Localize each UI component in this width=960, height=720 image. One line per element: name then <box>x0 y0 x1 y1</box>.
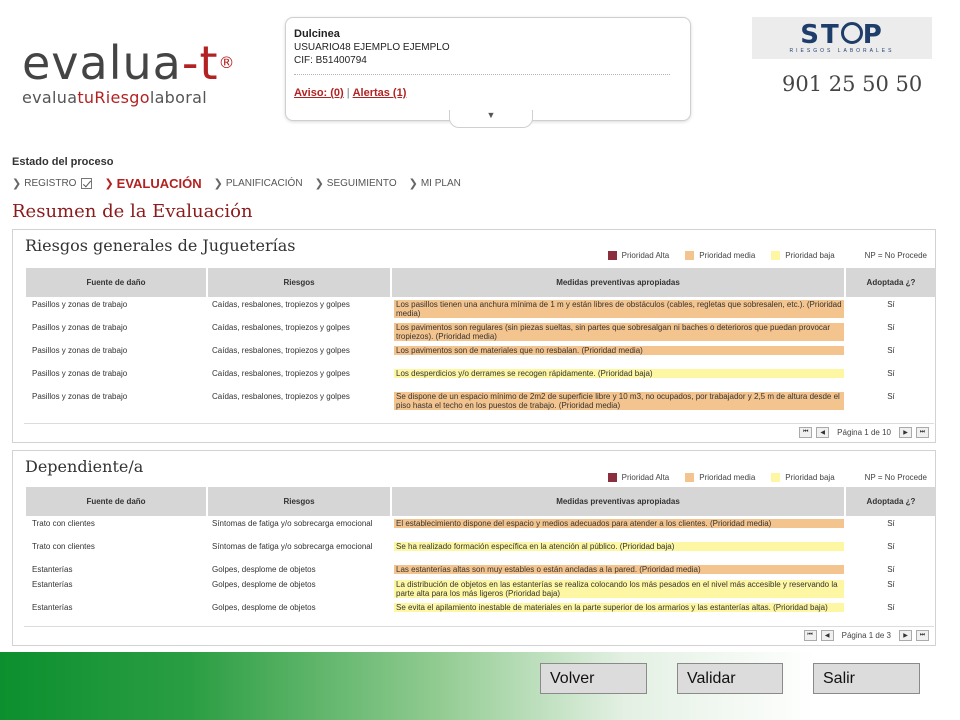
divider <box>294 74 670 75</box>
user-company: Dulcinea <box>294 28 340 40</box>
legend-alta: Prioridad Alta <box>621 251 670 260</box>
col-riesgos: Riesgos <box>208 268 390 297</box>
cell-adoptada[interactable]: Sí <box>887 369 895 378</box>
process-steps <box>12 176 952 191</box>
legend-alta: Prioridad Alta <box>621 473 670 482</box>
col-adoptada: Adoptada ¿? <box>846 487 936 516</box>
step-label: EVALUACIÓN <box>116 176 202 191</box>
cell-fuente: Pasillos y zonas de trabajo <box>32 300 128 309</box>
validar-button[interactable]: Validar <box>677 663 783 694</box>
col-medidas: Medidas preventivas apropiadas <box>392 487 844 516</box>
legend-media: Prioridad media <box>699 251 756 260</box>
step-registro[interactable] <box>12 177 92 190</box>
legend-swatch-baja <box>771 473 780 482</box>
logo-t: t <box>199 36 219 90</box>
stop-riesgos-logo <box>752 17 932 59</box>
app-window <box>6 0 960 652</box>
legend-baja: Prioridad baja <box>785 251 835 260</box>
cell-fuente: Pasillos y zonas de trabajo <box>32 323 128 332</box>
partner-logo-sub: RIESGOS LABORALES <box>789 47 895 54</box>
cell-medida: El establecimiento dispone del espacio y medios adecuados para atender a los clientes. (Prioridad media) <box>394 519 844 528</box>
header <box>6 0 960 150</box>
next-page-icon[interactable]: ▶ <box>899 630 912 641</box>
cell-medida: Las estanterías altas son muy estables o están ancladas a la pared. (Prioridad media) <box>394 565 844 574</box>
cell-adoptada[interactable]: Sí <box>887 565 895 574</box>
first-page-icon[interactable]: ⏮ <box>799 427 812 438</box>
cell-fuente: Pasillos y zonas de trabajo <box>32 369 128 378</box>
step-label: SEGUIMIENTO <box>326 178 397 189</box>
cell-adoptada[interactable]: Sí <box>887 323 895 332</box>
logo-sub-1: evalua <box>22 88 78 107</box>
cell-medida: Los pavimentos son regulares (sin piezas sueltas, sin partes que sobresalgan ni baches o deterioros que puedan provocar tropiezos). (Prioridad media) <box>394 323 844 341</box>
cell-medida: Se ha realizado formación específica en la atención al público. (Prioridad baja) <box>394 542 844 551</box>
cell-fuente: Estanterías <box>32 580 73 589</box>
chevron-down-icon: ▼ <box>486 110 496 120</box>
last-page-icon[interactable]: ⏭ <box>916 427 929 438</box>
cell-medida: Se evita el apilamiento inestable de materiales en la parte superior de los armarios y las estanterías altas. (Prioridad baja) <box>394 603 844 612</box>
user-info-box <box>285 17 691 121</box>
table-header-row <box>26 268 936 297</box>
legend-baja: Prioridad baja <box>785 473 835 482</box>
col-adoptada: Adoptada ¿? <box>846 268 936 297</box>
step-label: MI PLAN <box>420 178 461 189</box>
pager-text: Página 1 de 3 <box>841 631 891 640</box>
chevron-right-icon: ❯ <box>408 178 418 190</box>
cell-riesgo: Caídas, resbalones, tropiezos y golpes <box>212 300 350 309</box>
pager <box>802 630 931 641</box>
table-header-row <box>26 487 936 516</box>
aviso-link[interactable]: Aviso: (0) <box>294 87 344 99</box>
step-planificacion[interactable] <box>214 177 303 190</box>
cell-fuente: Trato con clientes <box>32 542 95 551</box>
step-mi-plan[interactable] <box>409 177 461 190</box>
partner-logo-text-1: ST <box>800 19 841 50</box>
process-status <box>12 156 952 191</box>
step-seguimiento[interactable] <box>315 177 397 190</box>
pager-text: Página 1 de 10 <box>837 428 891 437</box>
cell-riesgo: Síntomas de fatiga y/o sobrecarga emocional <box>212 542 373 551</box>
checkbox-checked-icon <box>81 178 92 189</box>
cell-adoptada[interactable]: Sí <box>887 580 895 589</box>
phone-number: 901 25 50 50 <box>782 72 923 96</box>
table-row <box>26 297 936 320</box>
cell-riesgo: Golpes, desplome de objetos <box>212 603 316 612</box>
legend-swatch-baja <box>771 251 780 260</box>
prev-page-icon[interactable]: ◀ <box>821 630 834 641</box>
table-row <box>26 539 936 562</box>
userbox-toggle[interactable] <box>449 110 533 128</box>
table-footer-divider <box>24 626 934 627</box>
cell-adoptada[interactable]: Sí <box>887 300 895 309</box>
logo-sub-2: tuRiesgo <box>77 88 150 107</box>
cell-riesgo: Caídas, resbalones, tropiezos y golpes <box>212 369 350 378</box>
logo-main-text: evalua <box>22 36 182 90</box>
process-title: Estado del proceso <box>12 156 114 168</box>
cell-medida: Se dispone de un espacio mínimo de 2m2 de superficie libre y 10 m3, no ocupados, por trabajador y 2,5 m de altura desde el piso hasta el techo en los puestos de trabajo. (Prioridad media) <box>394 392 844 410</box>
legend-np: NP = No Procede <box>864 473 927 482</box>
cell-fuente: Pasillos y zonas de trabajo <box>32 346 128 355</box>
legend-np: NP = No Procede <box>864 251 927 260</box>
pager <box>797 427 931 438</box>
table-row <box>26 516 936 539</box>
table-row <box>26 389 936 421</box>
cell-adoptada[interactable]: Sí <box>887 603 895 612</box>
table-row <box>26 600 936 623</box>
cell-riesgo: Caídas, resbalones, tropiezos y golpes <box>212 346 350 355</box>
last-page-icon[interactable]: ⏭ <box>916 630 929 641</box>
cell-riesgo: Golpes, desplome de objetos <box>212 580 316 589</box>
legend-swatch-alta <box>608 251 617 260</box>
cell-riesgo: Síntomas de fatiga y/o sobrecarga emocional <box>212 519 373 528</box>
table-footer-divider <box>24 423 934 424</box>
cell-riesgo: Caídas, resbalones, tropiezos y golpes <box>212 392 350 401</box>
bottom-action-bar <box>0 652 960 720</box>
chevron-right-icon: ❯ <box>314 178 324 190</box>
col-fuente: Fuente de daño <box>26 268 206 297</box>
cell-riesgo: Golpes, desplome de objetos <box>212 565 316 574</box>
stop-o-icon <box>841 22 863 44</box>
cell-fuente: Estanterías <box>32 565 73 574</box>
cell-fuente: Trato con clientes <box>32 519 95 528</box>
priority-legend <box>608 251 927 260</box>
chevron-right-icon: ❯ <box>213 178 223 190</box>
cell-fuente: Pasillos y zonas de trabajo <box>32 392 128 401</box>
step-evaluacion[interactable] <box>104 176 201 191</box>
evalua-t-logo[interactable]: evalua-t® evaluatuRiesgolaboral <box>22 36 236 107</box>
legend-swatch-media <box>685 251 694 260</box>
salir-button[interactable]: Salir <box>813 663 920 694</box>
logo-sub-3: laboral <box>149 88 207 107</box>
partner-logo-text-2: P <box>862 19 884 50</box>
next-page-icon[interactable]: ▶ <box>899 427 912 438</box>
col-fuente: Fuente de daño <box>26 487 206 516</box>
risk-table <box>24 268 938 421</box>
table-row <box>26 343 936 366</box>
table-row <box>26 562 936 577</box>
priority-legend <box>608 473 927 482</box>
section-panel <box>12 450 936 646</box>
risk-table <box>24 487 938 623</box>
cell-medida: La distribución de objetos en las estanterías se realiza colocando los más pesados en el nivel más accesible y reservando la parte alta para los más ligeros (Prioridad baja) <box>394 580 844 598</box>
col-medidas: Medidas preventivas apropiadas <box>392 268 844 297</box>
alertas-link[interactable]: Alertas (1) <box>352 87 407 99</box>
cell-riesgo: Caídas, resbalones, tropiezos y golpes <box>212 323 350 332</box>
cell-adoptada[interactable]: Sí <box>887 392 895 401</box>
table-row <box>26 366 936 389</box>
section-title: Riesgos generales de Jugueterías <box>25 236 296 255</box>
section-title: Dependiente/a <box>25 457 144 476</box>
cell-medida: Los desperdicios y/o derrames se recogen rápidamente. (Prioridad baja) <box>394 369 844 378</box>
cell-adoptada[interactable]: Sí <box>887 542 895 551</box>
cell-medida: Los pavimentos son de materiales que no resbalan. (Prioridad media) <box>394 346 844 355</box>
link-separator: | <box>346 87 350 99</box>
chevron-right-icon: ❯ <box>12 178 22 190</box>
col-riesgos: Riesgos <box>208 487 390 516</box>
first-page-icon[interactable]: ⏮ <box>804 630 817 641</box>
legend-swatch-alta <box>608 473 617 482</box>
cell-medida: Los pasillos tienen una anchura mínima de 1 m y están libres de obstáculos (cables, regletas que sobresalen, etc.). (Prioridad media) <box>394 300 844 318</box>
user-name: USUARIO48 EJEMPLO EJEMPLO <box>294 42 450 53</box>
cell-adoptada[interactable]: Sí <box>887 346 895 355</box>
cell-adoptada[interactable]: Sí <box>887 519 895 528</box>
table-row <box>26 577 936 600</box>
volver-button[interactable]: Volver <box>540 663 647 694</box>
legend-swatch-media <box>685 473 694 482</box>
cell-fuente: Estanterías <box>32 603 73 612</box>
step-label: REGISTRO <box>24 178 77 189</box>
legend-media: Prioridad media <box>699 473 756 482</box>
user-cif: CIF: B51400794 <box>294 55 367 66</box>
step-label: PLANIFICACIÓN <box>225 178 303 189</box>
section-panel <box>12 229 936 443</box>
table-row <box>26 320 936 343</box>
logo-reg: ® <box>218 53 236 72</box>
prev-page-icon[interactable]: ◀ <box>816 427 829 438</box>
chevron-right-icon: ❯ <box>104 178 114 190</box>
page-title: Resumen de la Evaluación <box>12 201 253 222</box>
